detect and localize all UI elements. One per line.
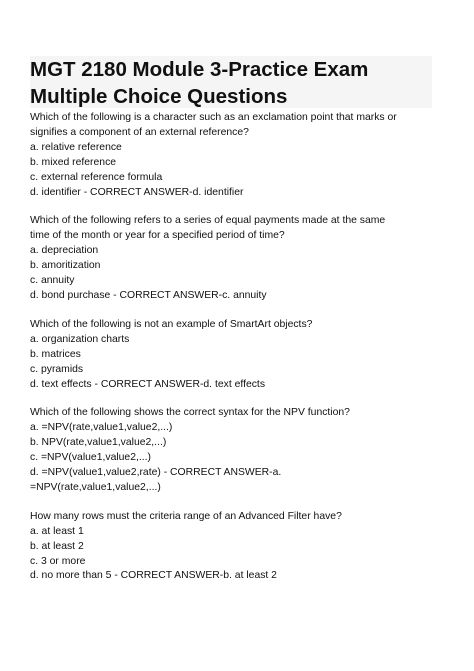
answer-option: b. amoritization — [30, 260, 101, 272]
answer-option: d. =NPV(value1,value2,rate) - CORRECT ANSWER-a. — [30, 467, 282, 479]
answer-option: b. matrices — [30, 348, 81, 360]
answer-option: a. organization charts — [30, 333, 130, 345]
question-block-5 — [30, 510, 450, 585]
question-block-4 — [30, 406, 450, 495]
answer-option: =NPV(rate,value1,value2,...) — [30, 481, 161, 493]
question-list — [30, 111, 450, 598]
title-line-2: Multiple Choice Questions — [30, 85, 288, 108]
answer-option: a. relative reference — [30, 141, 122, 153]
answer-option: c. annuity — [30, 275, 75, 287]
answer-option: b. NPV(rate,value1,value2,...) — [30, 437, 167, 449]
answer-option: d. identifier - CORRECT ANSWER-d. identifier — [30, 186, 244, 198]
page-title — [30, 56, 440, 110]
answer-option: a. at least 1 — [30, 525, 84, 537]
question-block-1 — [30, 111, 450, 200]
answer-option: d. no more than 5 - CORRECT ANSWER-b. at least 2 — [30, 570, 277, 582]
question-block-2 — [30, 214, 450, 303]
answer-option: c. pyramids — [30, 363, 84, 375]
answer-option: c. 3 or more — [30, 555, 86, 567]
question-text: time of the month or year for a specified period of time? — [30, 230, 285, 242]
question-text: How many rows must the criteria range of an Advanced Filter have? — [30, 510, 342, 522]
answer-option: d. text effects - CORRECT ANSWER-d. text effects — [30, 378, 266, 390]
question-text: Which of the following is not an example of SmartArt objects? — [30, 318, 313, 330]
question-block-3 — [30, 318, 450, 393]
answer-option: a. =NPV(rate,value1,value2,...) — [30, 422, 173, 434]
answer-option: d. bond purchase - CORRECT ANSWER-c. annuity — [30, 289, 267, 301]
question-text: Which of the following refers to a series of equal payments made at the same — [30, 215, 386, 227]
answer-option: c. =NPV(value1,value2,...) — [30, 452, 151, 464]
question-text: Which of the following shows the correct syntax for the NPV function? — [30, 407, 350, 419]
answer-option: c. external reference formula — [30, 171, 163, 183]
title-line-1: MGT 2180 Module 3-Practice Exam — [30, 58, 369, 81]
answer-option: b. at least 2 — [30, 540, 84, 552]
question-text: signifies a component of an external reference? — [30, 126, 249, 138]
question-text: Which of the following is a character such as an exclamation point that marks or — [30, 112, 397, 123]
answer-option: a. depreciation — [30, 245, 99, 257]
answer-option: b. mixed reference — [30, 156, 117, 168]
